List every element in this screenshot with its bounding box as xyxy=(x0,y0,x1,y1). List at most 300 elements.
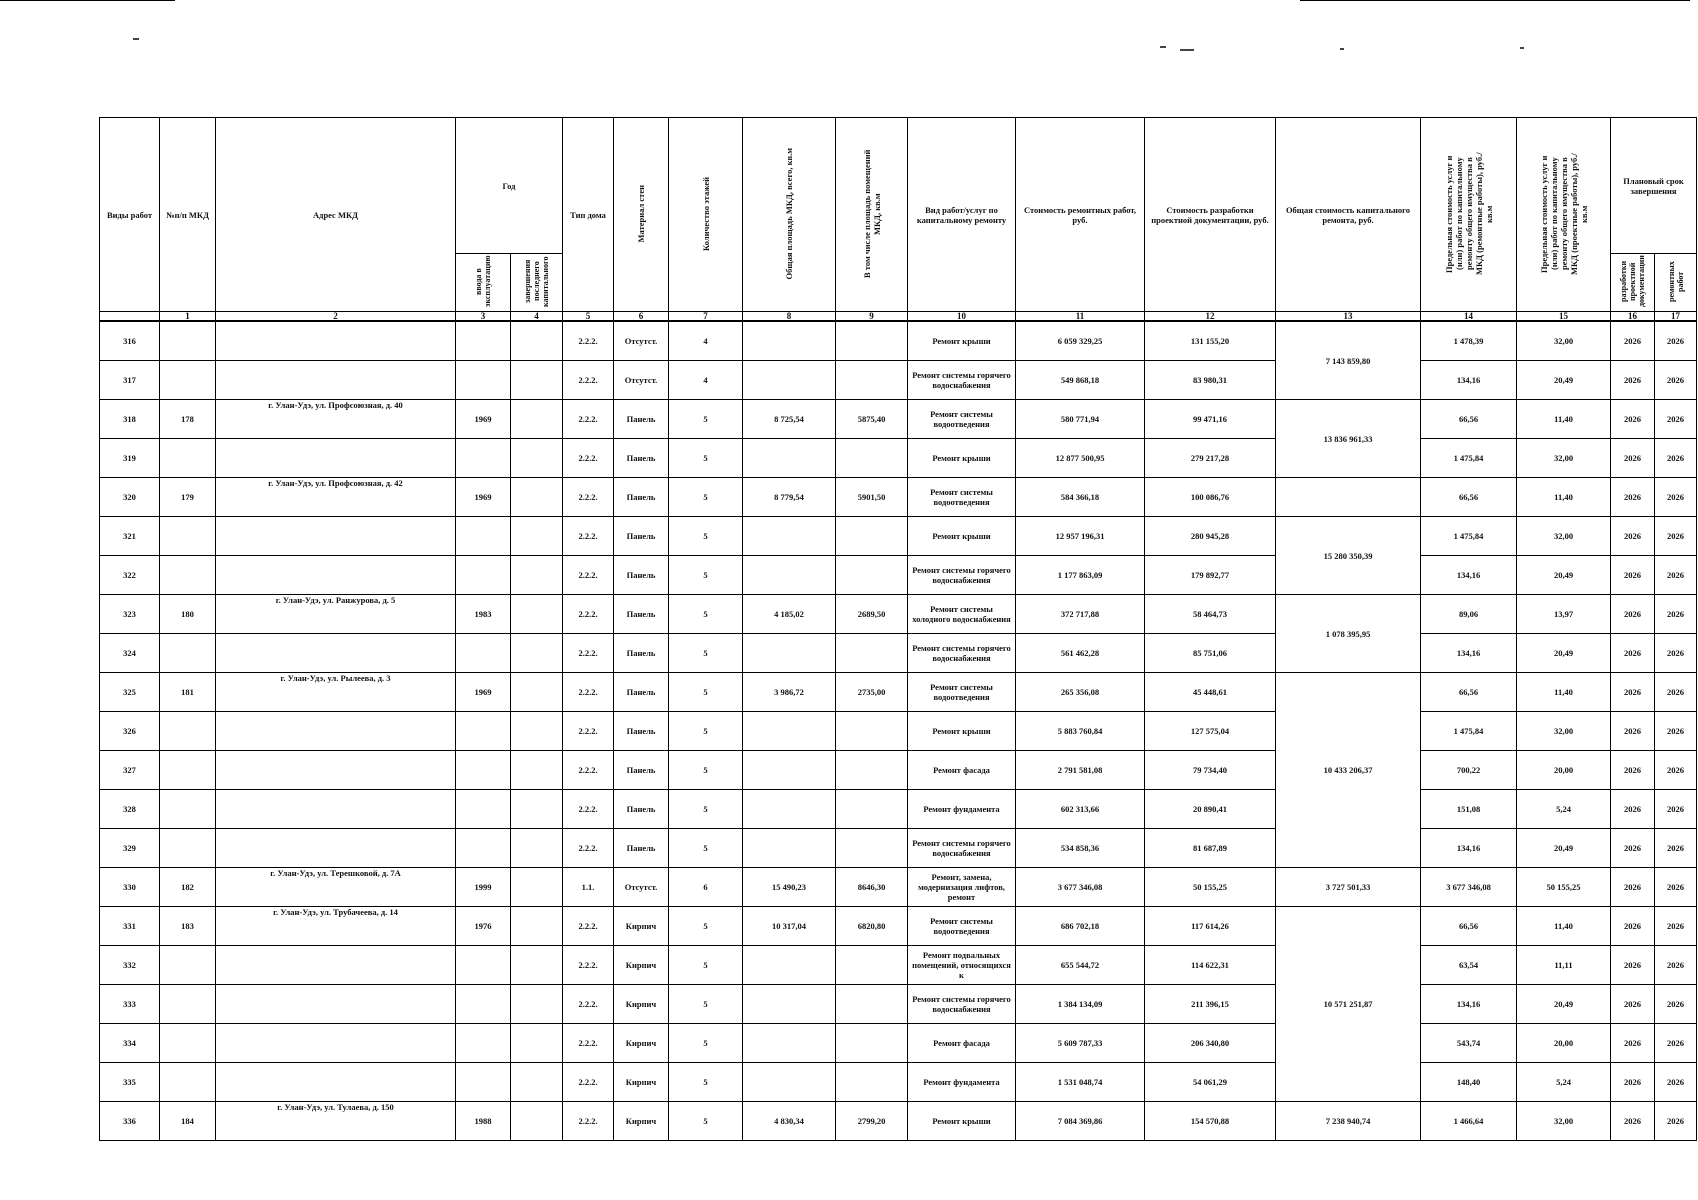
cell-work-number: 322 xyxy=(100,556,160,595)
cell-house-type: 1.1. xyxy=(563,868,614,907)
header-wall-material: Материал стен xyxy=(614,118,669,312)
scan-mark xyxy=(1340,48,1344,50)
cell-house-type: 2.2.2. xyxy=(563,556,614,595)
cell-limit-repair: 1 478,39 xyxy=(1421,321,1517,361)
cell-premises-area xyxy=(836,1063,908,1102)
cell-limit-repair: 148,40 xyxy=(1421,1063,1517,1102)
cell-wall-material: Панель xyxy=(614,556,669,595)
cell-total-cost: 7 143 859,80 xyxy=(1276,321,1421,400)
cell-limit-design: 11,40 xyxy=(1517,673,1611,712)
cell-total-area xyxy=(743,361,836,400)
cell-term-design: 2026 xyxy=(1611,673,1655,712)
cell-design-cost: 280 945,28 xyxy=(1145,517,1276,556)
cell-mkd-number xyxy=(160,361,216,400)
cell-premises-area: 5901,50 xyxy=(836,478,908,517)
table-row xyxy=(100,985,1697,1024)
cell-total-area xyxy=(743,556,836,595)
cell-limit-design: 11,40 xyxy=(1517,478,1611,517)
cell-term-design: 2026 xyxy=(1611,790,1655,829)
header-design-cost: Стоимость разработки проектной документации, руб. xyxy=(1145,118,1276,312)
table-row xyxy=(100,361,1697,400)
cell-wall-material: Панель xyxy=(614,400,669,439)
cell-total-area: 4 830,34 xyxy=(743,1102,836,1141)
cell-mkd-number: 183 xyxy=(160,907,216,946)
cell-mkd-number: 182 xyxy=(160,868,216,907)
cell-design-cost: 54 061,29 xyxy=(1145,1063,1276,1102)
header-year-commission: ввода в эксплуатацию xyxy=(456,254,511,312)
cell-work-number: 317 xyxy=(100,361,160,400)
header-mkd-number: №п/п МКД xyxy=(160,118,216,312)
cell-term-repair: 2026 xyxy=(1655,751,1697,790)
cell-term-design: 2026 xyxy=(1611,1102,1655,1141)
cell-year-last-repair xyxy=(511,400,563,439)
cell-design-cost: 58 464,73 xyxy=(1145,595,1276,634)
cell-wall-material: Отсутст. xyxy=(614,321,669,361)
column-number: 14 xyxy=(1421,312,1517,322)
cell-house-type: 2.2.2. xyxy=(563,1024,614,1063)
cell-repair-cost: 7 084 369,86 xyxy=(1016,1102,1145,1141)
cell-total-area xyxy=(743,634,836,673)
cell-premises-area xyxy=(836,751,908,790)
cell-year-last-repair xyxy=(511,556,563,595)
cell-address xyxy=(216,790,456,829)
cell-address: г. Улан-Удэ, ул. Трубачеева, д. 14 xyxy=(216,907,456,946)
table-row xyxy=(100,595,1697,634)
cell-limit-design: 11,40 xyxy=(1517,907,1611,946)
cell-year-last-repair xyxy=(511,478,563,517)
cell-term-repair: 2026 xyxy=(1655,321,1697,361)
cell-term-design: 2026 xyxy=(1611,517,1655,556)
cell-limit-repair: 1 466,64 xyxy=(1421,1102,1517,1141)
cell-year-last-repair xyxy=(511,829,563,868)
cell-repair-cost: 372 717,88 xyxy=(1016,595,1145,634)
cell-year-commission xyxy=(456,751,511,790)
header-planned-term: Плановый срок завершения xyxy=(1611,118,1697,254)
cell-premises-area xyxy=(836,946,908,985)
cell-total-area: 4 185,02 xyxy=(743,595,836,634)
cell-repair-cost: 3 677 346,08 xyxy=(1016,868,1145,907)
cell-design-cost: 114 622,31 xyxy=(1145,946,1276,985)
cell-repair-cost: 655 544,72 xyxy=(1016,946,1145,985)
cell-term-design: 2026 xyxy=(1611,985,1655,1024)
cell-design-cost: 154 570,88 xyxy=(1145,1102,1276,1141)
cell-premises-area xyxy=(836,790,908,829)
cell-year-last-repair xyxy=(511,751,563,790)
cell-address xyxy=(216,439,456,478)
cell-premises-area xyxy=(836,321,908,361)
cell-term-design: 2026 xyxy=(1611,595,1655,634)
top-border-line xyxy=(0,0,175,1)
cell-repair-cost: 602 313,66 xyxy=(1016,790,1145,829)
cell-repair-cost: 686 702,18 xyxy=(1016,907,1145,946)
cell-limit-design: 32,00 xyxy=(1517,712,1611,751)
cell-address xyxy=(216,946,456,985)
cell-design-cost: 20 890,41 xyxy=(1145,790,1276,829)
cell-premises-area: 2799,20 xyxy=(836,1102,908,1141)
cell-total-area xyxy=(743,321,836,361)
cell-year-commission: 1969 xyxy=(456,400,511,439)
cell-house-type: 2.2.2. xyxy=(563,400,614,439)
cell-wall-material: Панель xyxy=(614,712,669,751)
cell-wall-material: Панель xyxy=(614,673,669,712)
cell-mkd-number xyxy=(160,634,216,673)
cell-wall-material: Отсутст. xyxy=(614,868,669,907)
cell-limit-repair: 89,06 xyxy=(1421,595,1517,634)
cell-limit-design: 32,00 xyxy=(1517,1102,1611,1141)
cell-house-type: 2.2.2. xyxy=(563,985,614,1024)
cell-limit-design: 20,49 xyxy=(1517,829,1611,868)
cell-wall-material: Панель xyxy=(614,829,669,868)
header-work-type: Вид работ/услуг по капитальному ремонту xyxy=(908,118,1016,312)
cell-year-commission xyxy=(456,556,511,595)
cell-floors: 4 xyxy=(669,361,743,400)
cell-work-number: 333 xyxy=(100,985,160,1024)
table-row xyxy=(100,321,1697,361)
cell-term-repair: 2026 xyxy=(1655,400,1697,439)
cell-design-cost: 50 155,25 xyxy=(1145,868,1276,907)
cell-work-type: Ремонт системы водоотведения xyxy=(908,907,1016,946)
table-row xyxy=(100,829,1697,868)
cell-limit-repair: 543,74 xyxy=(1421,1024,1517,1063)
cell-floors: 5 xyxy=(669,439,743,478)
cell-term-repair: 2026 xyxy=(1655,478,1697,517)
cell-limit-repair: 151,08 xyxy=(1421,790,1517,829)
cell-total-area xyxy=(743,985,836,1024)
cell-work-type: Ремонт крыши xyxy=(908,712,1016,751)
cell-limit-repair: 134,16 xyxy=(1421,361,1517,400)
cell-address: г. Улан-Удэ, ул. Терешковой, д. 7А xyxy=(216,868,456,907)
cell-floors: 4 xyxy=(669,321,743,361)
cell-repair-cost: 580 771,94 xyxy=(1016,400,1145,439)
cell-address xyxy=(216,751,456,790)
header-term-repair: ремонтных работ xyxy=(1655,254,1697,312)
cell-house-type: 2.2.2. xyxy=(563,634,614,673)
cell-year-commission: 1999 xyxy=(456,868,511,907)
cell-mkd-number xyxy=(160,829,216,868)
cell-term-repair: 2026 xyxy=(1655,361,1697,400)
column-number: 8 xyxy=(743,312,836,322)
table-row xyxy=(100,1102,1697,1141)
header-total-area: Общая площадь МКД, всего, кв.м xyxy=(743,118,836,312)
cell-year-commission: 1969 xyxy=(456,478,511,517)
cell-work-number: 335 xyxy=(100,1063,160,1102)
cell-term-repair: 2026 xyxy=(1655,1024,1697,1063)
cell-year-commission xyxy=(456,790,511,829)
cell-total-area xyxy=(743,829,836,868)
cell-house-type: 2.2.2. xyxy=(563,1102,614,1141)
header-repair-cost: Стоимость ремонтных работ, руб. xyxy=(1016,118,1145,312)
cell-term-design: 2026 xyxy=(1611,439,1655,478)
cell-total-area xyxy=(743,1063,836,1102)
cell-limit-design: 32,00 xyxy=(1517,517,1611,556)
cell-term-design: 2026 xyxy=(1611,1063,1655,1102)
cell-mkd-number: 179 xyxy=(160,478,216,517)
cell-total-cost: 13 836 961,33 xyxy=(1276,400,1421,478)
column-number: 6 xyxy=(614,312,669,322)
cell-work-type: Ремонт крыши xyxy=(908,321,1016,361)
cell-year-commission xyxy=(456,829,511,868)
cell-design-cost: 206 340,80 xyxy=(1145,1024,1276,1063)
cell-design-cost: 81 687,89 xyxy=(1145,829,1276,868)
cell-work-type: Ремонт системы горячего водоснабжения xyxy=(908,829,1016,868)
cell-limit-repair: 66,56 xyxy=(1421,400,1517,439)
header-year: Год xyxy=(456,118,563,254)
table-row xyxy=(100,907,1697,946)
cell-year-commission xyxy=(456,712,511,751)
cell-house-type: 2.2.2. xyxy=(563,478,614,517)
cell-year-commission: 1969 xyxy=(456,673,511,712)
column-number: 16 xyxy=(1611,312,1655,322)
table-row xyxy=(100,478,1697,517)
cell-year-commission: 1976 xyxy=(456,907,511,946)
column-number: 1 xyxy=(160,312,216,322)
cell-wall-material: Кирпич xyxy=(614,907,669,946)
cell-wall-material: Панель xyxy=(614,517,669,556)
cell-total-cost: 10 433 206,37 xyxy=(1276,673,1421,868)
cell-mkd-number xyxy=(160,1024,216,1063)
cell-work-number: 320 xyxy=(100,478,160,517)
cell-wall-material: Кирпич xyxy=(614,1063,669,1102)
cell-year-last-repair xyxy=(511,517,563,556)
cell-address: г. Улан-Удэ, ул. Рылеева, д. 3 xyxy=(216,673,456,712)
cell-house-type: 2.2.2. xyxy=(563,595,614,634)
cell-floors: 5 xyxy=(669,556,743,595)
cell-limit-repair: 700,22 xyxy=(1421,751,1517,790)
cell-year-commission xyxy=(456,361,511,400)
cell-design-cost: 117 614,26 xyxy=(1145,907,1276,946)
header-house-type: Тип дома xyxy=(563,118,614,312)
cell-year-last-repair xyxy=(511,595,563,634)
cell-work-number: 325 xyxy=(100,673,160,712)
cell-address xyxy=(216,517,456,556)
cell-wall-material: Панель xyxy=(614,751,669,790)
cell-limit-repair: 1 475,84 xyxy=(1421,439,1517,478)
cell-design-cost: 131 155,20 xyxy=(1145,321,1276,361)
cell-premises-area xyxy=(836,634,908,673)
cell-year-commission xyxy=(456,439,511,478)
cell-floors: 5 xyxy=(669,595,743,634)
cell-term-repair: 2026 xyxy=(1655,1102,1697,1141)
cell-work-type: Ремонт фундамента xyxy=(908,1063,1016,1102)
header-limit-repair: Предельная стоимость услуг и (или) работ по капитальному ремонту общего имущества в МКД (ремонтные работы), руб./кв.м xyxy=(1421,118,1517,312)
cell-repair-cost: 2 791 581,08 xyxy=(1016,751,1145,790)
cell-limit-repair: 66,56 xyxy=(1421,673,1517,712)
cell-address xyxy=(216,1024,456,1063)
cell-term-design: 2026 xyxy=(1611,361,1655,400)
cell-total-area xyxy=(743,751,836,790)
cell-premises-area xyxy=(836,1024,908,1063)
cell-repair-cost: 12 957 196,31 xyxy=(1016,517,1145,556)
table-row xyxy=(100,868,1697,907)
cell-work-type: Ремонт системы водоотведения xyxy=(908,400,1016,439)
column-number: 13 xyxy=(1276,312,1421,322)
cell-house-type: 2.2.2. xyxy=(563,712,614,751)
cell-mkd-number xyxy=(160,556,216,595)
cell-wall-material: Панель xyxy=(614,478,669,517)
cell-term-repair: 2026 xyxy=(1655,556,1697,595)
cell-premises-area: 2689,50 xyxy=(836,595,908,634)
column-number: 2 xyxy=(216,312,456,322)
scan-mark xyxy=(1520,47,1524,49)
column-number: 12 xyxy=(1145,312,1276,322)
table-row xyxy=(100,400,1697,439)
header-total-cost: Общая стоимость капитального ремонта, руб. xyxy=(1276,118,1421,312)
cell-total-cost: 15 280 350,39 xyxy=(1276,517,1421,595)
cell-year-last-repair xyxy=(511,1102,563,1141)
cell-work-type: Ремонт крыши xyxy=(908,1102,1016,1141)
cell-work-number: 318 xyxy=(100,400,160,439)
cell-term-repair: 2026 xyxy=(1655,517,1697,556)
cell-premises-area xyxy=(836,361,908,400)
cell-term-design: 2026 xyxy=(1611,751,1655,790)
cell-work-type: Ремонт системы водоотведения xyxy=(908,478,1016,517)
cell-design-cost: 85 751,06 xyxy=(1145,634,1276,673)
cell-address xyxy=(216,634,456,673)
cell-house-type: 2.2.2. xyxy=(563,321,614,361)
cell-year-last-repair xyxy=(511,790,563,829)
cell-work-type: Ремонт системы горячего водоснабжения xyxy=(908,361,1016,400)
column-number: 4 xyxy=(511,312,563,322)
cell-floors: 5 xyxy=(669,478,743,517)
cell-work-number: 336 xyxy=(100,1102,160,1141)
column-number: 3 xyxy=(456,312,511,322)
cell-term-design: 2026 xyxy=(1611,478,1655,517)
cell-address xyxy=(216,829,456,868)
column-number: 5 xyxy=(563,312,614,322)
cell-year-last-repair xyxy=(511,946,563,985)
cell-work-type: Ремонт крыши xyxy=(908,517,1016,556)
cell-limit-design: 20,49 xyxy=(1517,361,1611,400)
cell-design-cost: 99 471,16 xyxy=(1145,400,1276,439)
cell-limit-repair: 1 475,84 xyxy=(1421,712,1517,751)
cell-address: г. Улан-Удэ, ул. Ранжурова, д. 5 xyxy=(216,595,456,634)
cell-repair-cost: 1 177 863,09 xyxy=(1016,556,1145,595)
cell-limit-design: 20,00 xyxy=(1517,1024,1611,1063)
cell-total-area xyxy=(743,946,836,985)
cell-term-repair: 2026 xyxy=(1655,946,1697,985)
cell-work-type: Ремонт системы горячего водоснабжения xyxy=(908,556,1016,595)
column-number: 10 xyxy=(908,312,1016,322)
cell-design-cost: 100 086,76 xyxy=(1145,478,1276,517)
column-number: 17 xyxy=(1655,312,1697,322)
cell-house-type: 2.2.2. xyxy=(563,907,614,946)
cell-house-type: 2.2.2. xyxy=(563,790,614,829)
cell-mkd-number xyxy=(160,712,216,751)
column-number: 15 xyxy=(1517,312,1611,322)
cell-limit-repair: 1 475,84 xyxy=(1421,517,1517,556)
cell-work-number: 327 xyxy=(100,751,160,790)
cell-total-cost: 1 078 395,95 xyxy=(1276,595,1421,673)
cell-design-cost: 79 734,40 xyxy=(1145,751,1276,790)
cell-address: г. Улан-Удэ, ул. Профсоюзная, д. 40 xyxy=(216,400,456,439)
cell-design-cost: 45 448,61 xyxy=(1145,673,1276,712)
cell-year-last-repair xyxy=(511,321,563,361)
header-year-last-repair: завершения последнего капитального xyxy=(511,254,563,312)
cell-wall-material: Кирпич xyxy=(614,946,669,985)
cell-house-type: 2.2.2. xyxy=(563,673,614,712)
cell-total-area xyxy=(743,790,836,829)
header-term-design: разработки проектной документации xyxy=(1611,254,1655,312)
cell-house-type: 2.2.2. xyxy=(563,829,614,868)
cell-term-design: 2026 xyxy=(1611,946,1655,985)
cell-mkd-number: 181 xyxy=(160,673,216,712)
cell-repair-cost: 561 462,28 xyxy=(1016,634,1145,673)
cell-wall-material: Панель xyxy=(614,595,669,634)
column-number: 11 xyxy=(1016,312,1145,322)
cell-address: г. Улан-Удэ, ул. Профсоюзная, д. 42 xyxy=(216,478,456,517)
cell-repair-cost: 5 883 760,84 xyxy=(1016,712,1145,751)
cell-work-type: Ремонт системы горячего водоснабжения xyxy=(908,985,1016,1024)
cell-term-design: 2026 xyxy=(1611,712,1655,751)
table-row xyxy=(100,673,1697,712)
cell-mkd-number: 178 xyxy=(160,400,216,439)
cell-limit-repair: 134,16 xyxy=(1421,829,1517,868)
cell-work-number: 332 xyxy=(100,946,160,985)
cell-total-area xyxy=(743,439,836,478)
cell-term-repair: 2026 xyxy=(1655,985,1697,1024)
cell-work-type: Ремонт фасада xyxy=(908,751,1016,790)
cell-limit-design: 20,49 xyxy=(1517,556,1611,595)
cell-work-number: 316 xyxy=(100,321,160,361)
cell-work-number: 324 xyxy=(100,634,160,673)
cell-mkd-number xyxy=(160,321,216,361)
table-row xyxy=(100,517,1697,556)
cell-limit-repair: 66,56 xyxy=(1421,907,1517,946)
cell-work-type: Ремонт системы водоотведения xyxy=(908,673,1016,712)
cell-address xyxy=(216,712,456,751)
scan-mark xyxy=(1180,49,1194,51)
cell-year-last-repair xyxy=(511,907,563,946)
cell-year-last-repair xyxy=(511,712,563,751)
cell-floors: 5 xyxy=(669,1102,743,1141)
cell-year-commission xyxy=(456,985,511,1024)
cell-total-area xyxy=(743,712,836,751)
cell-year-last-repair xyxy=(511,634,563,673)
cell-floors: 5 xyxy=(669,634,743,673)
cell-limit-design: 32,00 xyxy=(1517,439,1611,478)
cell-term-repair: 2026 xyxy=(1655,868,1697,907)
cell-floors: 5 xyxy=(669,712,743,751)
scan-mark xyxy=(1160,46,1166,48)
cell-year-last-repair xyxy=(511,985,563,1024)
cell-work-type: Ремонт, замена, модернизация лифтов, ремонт xyxy=(908,868,1016,907)
cell-wall-material: Отсутст. xyxy=(614,361,669,400)
cell-work-number: 326 xyxy=(100,712,160,751)
table-row xyxy=(100,751,1697,790)
cell-work-number: 323 xyxy=(100,595,160,634)
cell-mkd-number xyxy=(160,790,216,829)
cell-limit-design: 13,97 xyxy=(1517,595,1611,634)
cell-limit-design: 20,49 xyxy=(1517,634,1611,673)
cell-repair-cost: 6 059 329,25 xyxy=(1016,321,1145,361)
cell-year-commission xyxy=(456,634,511,673)
cell-repair-cost: 12 877 500,95 xyxy=(1016,439,1145,478)
cell-limit-design: 50 155,25 xyxy=(1517,868,1611,907)
cell-work-number: 321 xyxy=(100,517,160,556)
cell-wall-material: Панель xyxy=(614,634,669,673)
cell-total-area: 15 490,23 xyxy=(743,868,836,907)
cell-limit-design: 5,24 xyxy=(1517,1063,1611,1102)
table-row xyxy=(100,439,1697,478)
cell-work-number: 334 xyxy=(100,1024,160,1063)
cell-address xyxy=(216,361,456,400)
cell-floors: 5 xyxy=(669,1024,743,1063)
cell-premises-area: 2735,00 xyxy=(836,673,908,712)
cell-design-cost: 179 892,77 xyxy=(1145,556,1276,595)
cell-term-repair: 2026 xyxy=(1655,829,1697,868)
cell-year-last-repair xyxy=(511,868,563,907)
cell-mkd-number: 180 xyxy=(160,595,216,634)
